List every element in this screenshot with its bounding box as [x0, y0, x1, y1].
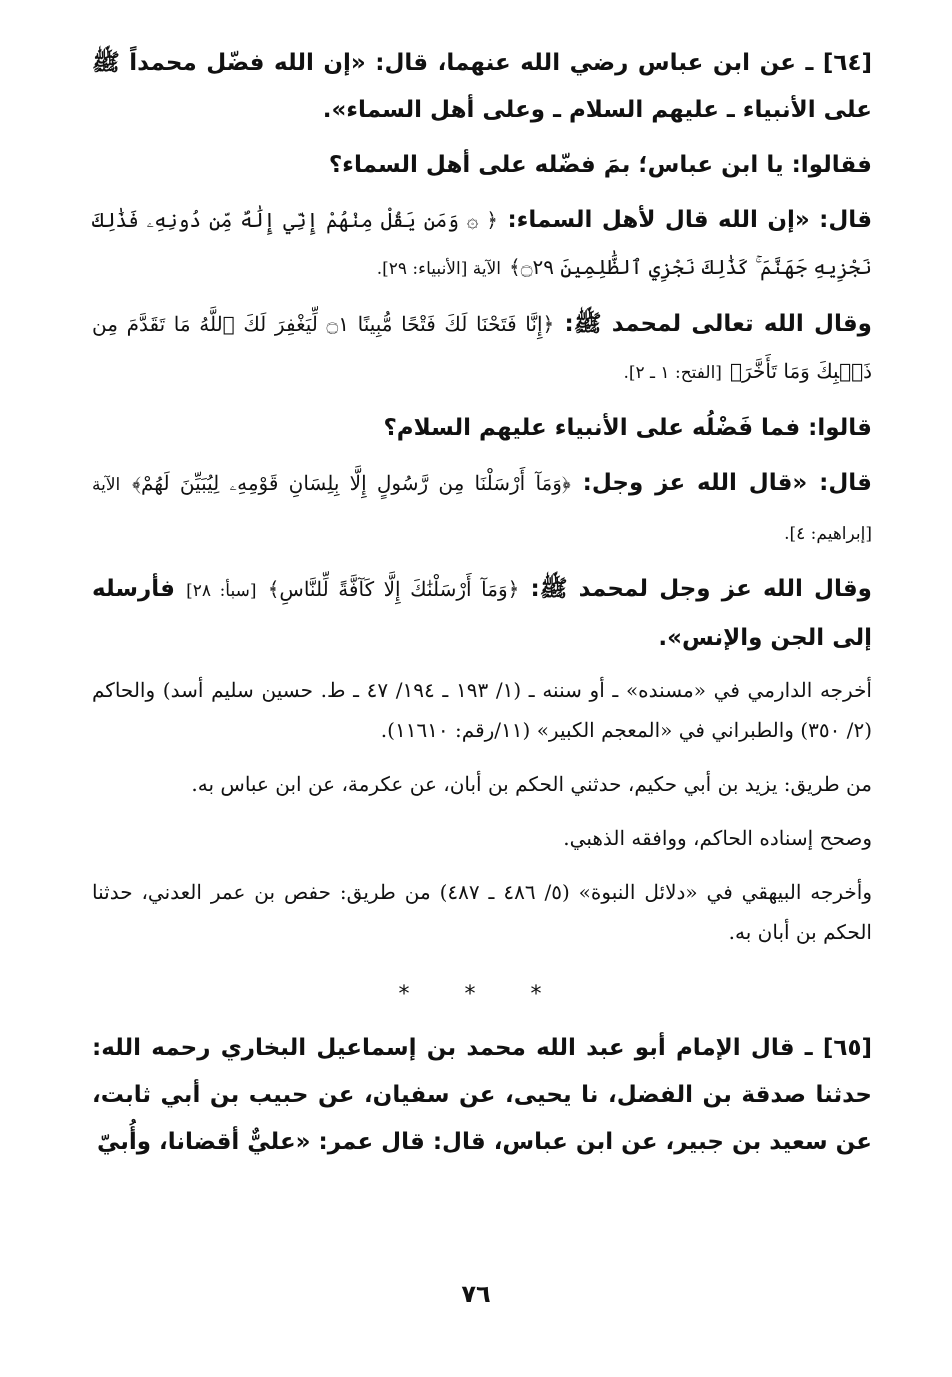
question-prophets: قالوا: فما فَضْلُه على الأنبياء عليهم السلام؟	[383, 415, 872, 441]
section-separator: * * *	[398, 982, 566, 1007]
answer-heaven: قال: «إن الله قال لأهل السماء: ﴿ ۞ وَمَن يَقُلْ مِنْهُمْ إِنِّي إِلَٰهٌ مِّن دُونِهِۦ فَذَٰلِكَ نَجْزِيهِ جَهَنَّمَ ۚ كَذَٰلِكَ نَجْزِي ٱلظَّٰلِمِينَ ۝٢٩﴾ الآية [الأنبياء: ٢٩].	[92, 207, 873, 279]
question-heaven: فقالوا: يا ابن عباس؛ بمَ فضّله على أهل السماء؟	[328, 152, 872, 178]
page-number: ٧٦	[461, 1280, 491, 1308]
book-page	[92, 40, 872, 1174]
hadith-64-text	[92, 40, 872, 134]
hadith-64-intro: [٦٤] ـ عن ابن عباس رضي الله عنهما، قال: «إن الله فضّل محمداً ﷺ على الأنبياء ـ عليهم السلام ـ وعلى أهل السماء».	[92, 50, 872, 123]
takhrij-note-4: وأخرجه البيهقي في «دلائل النبوة» (٥/ ٤٨٦ ـ ٤٨٧) من طريق: حفص بن عمر العدني، حدثنا الحكم بن أبان به.	[92, 880, 873, 944]
answer-prophets: قال: «قال الله عز وجل: ﴿وَمَآ أَرْسَلْنَا مِن رَّسُولٍ إِلَّا بِلِسَانِ قَوْمِهِۦ لِيُبَيِّنَ لَهُمْ﴾ الآية [إبراهيم: ٤].	[92, 470, 872, 544]
hadith-65-text: [٦٥] ـ قال الإمام أبو عبد الله محمد بن إسماعيل البخاري رحمه الله: حدثنا صدقة بن الفضل، نا يحيى، عن سفيان، عن حبيب بن أبي ثابت، عن سعيد بن جبير، عن ابن عباس، قال: قال عمر: «عليٌّ أقضانا، وأُبيّ	[92, 1035, 872, 1155]
quran-verse-saba: ﴿وَمَآ أَرْسَلْنَٰكَ إِلَّا كَآفَّةً لِّلنَّاسِ﴾	[267, 577, 520, 601]
takhrij-note-3: وصحح إسناده الحاكم، ووافقه الذهبي.	[563, 826, 872, 850]
answer-mankind: وقال الله عز وجل لمحمد ﷺ: ﴿وَمَآ أَرْسَلْنَٰكَ إِلَّا كَآفَّةً لِّلنَّاسِ﴾ [سبأ: ٢٨] فأرسله إلى الجن والإنس».	[92, 576, 872, 651]
verse-reference: الآية [إبراهيم: ٤].	[92, 475, 872, 544]
quran-verse-anbiya: ﴿ ۞ وَمَن يَقُلْ مِنْهُمْ إِنِّي إِلَٰهٌ مِّن دُونِهِۦ فَذَٰلِكَ نَجْزِيهِ جَهَنَّمَ ۚ كَذَٰلِكَ نَجْزِي ٱلظَّٰلِمِينَ ۝٢٩﴾	[92, 208, 872, 279]
verse-reference: [سبأ: ٢٨]	[186, 581, 257, 601]
quran-verse-fath: ﴿إِنَّا فَتَحْنَا لَكَ فَتْحًا مُّبِينًا ۝١ لِّيَغْفِرَ لَكَ ٱللَّهُ مَا تَقَدَّمَ مِن ذَنۢبِكَ وَمَا تَأَخَّرَ﴾	[92, 312, 872, 383]
takhrij-note-2: من طريق: يزيد بن أبي حكيم، حدثني الحكم بن أبان، عن عكرمة، عن ابن عباس به.	[191, 772, 872, 796]
takhrij-note-1: أخرجه الدارمي في «مسنده» ـ أو سننه ـ (١/ ١٩٣ ـ ١٩٤/ ٤٧ ـ ط. حسين سليم أسد) والحاكم (٢/ ٣٥٠) والطبراني في «المعجم الكبير» (١١/رقم: ١١٦١٠).	[92, 678, 872, 742]
answer-muhammad: وقال الله تعالى لمحمد ﷺ: ﴿إِنَّا فَتَحْنَا لَكَ فَتْحًا مُّبِينًا ۝١ لِّيَغْفِرَ لَكَ ٱللَّهُ مَا تَقَدَّمَ مِن ذَنۢبِكَ وَمَا تَأَخَّرَ﴾ [الفتح: ١ ـ ٢].	[92, 311, 872, 383]
verse-reference: الآية [الأنبياء: ٢٩].	[376, 259, 502, 279]
quran-verse-ibrahim: ﴿وَمَآ أَرْسَلْنَا مِن رَّسُولٍ إِلَّا بِلِسَانِ قَوْمِهِۦ لِيُبَيِّنَ لَهُمْ﴾	[132, 471, 571, 495]
verse-reference: [الفتح: ١ ـ ٢].	[623, 363, 722, 383]
